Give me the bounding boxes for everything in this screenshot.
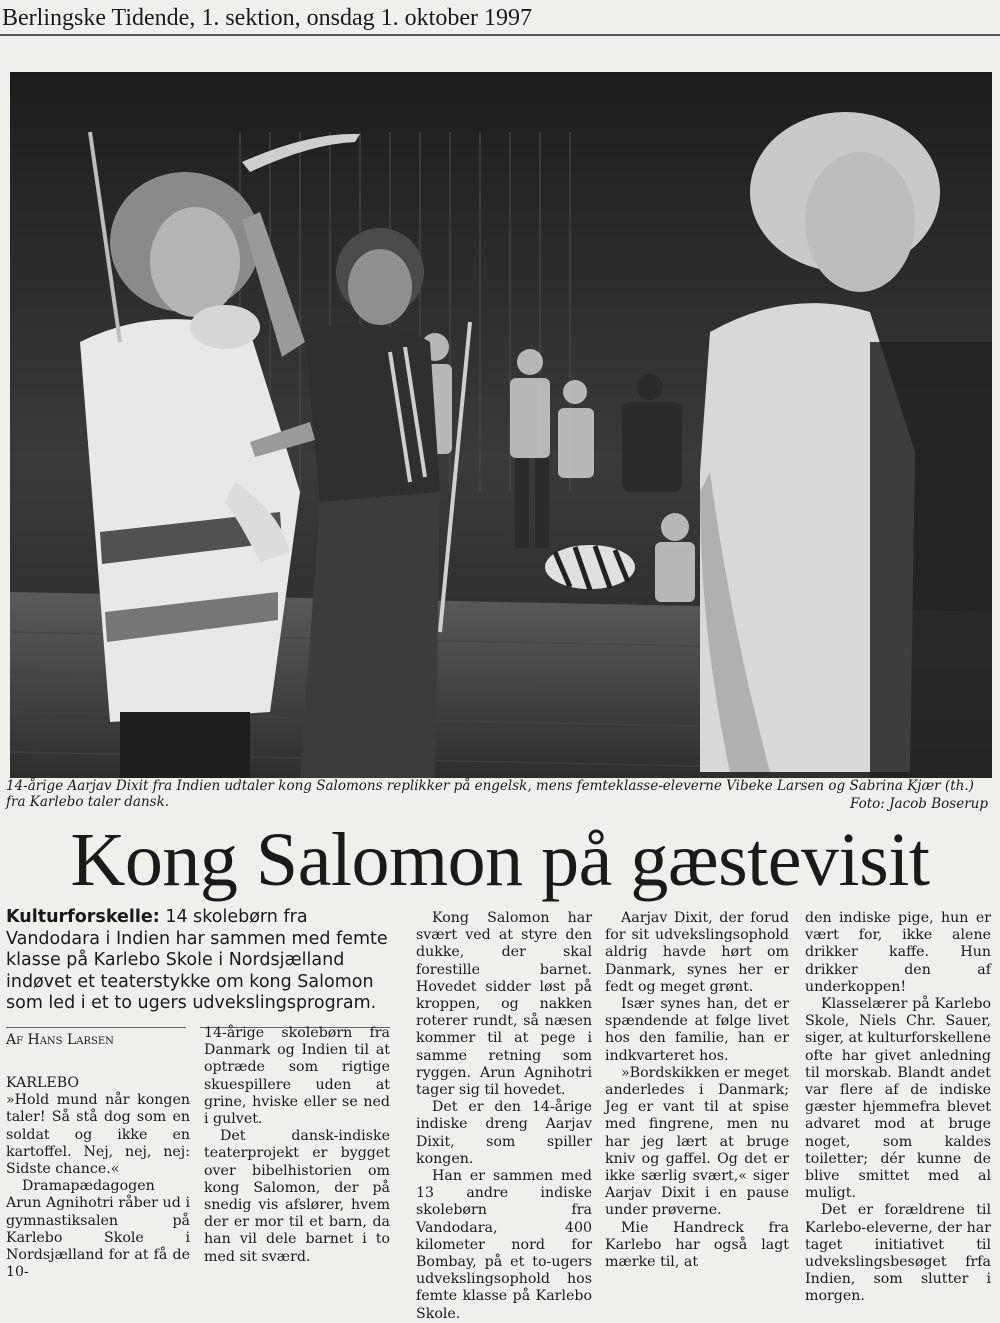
- photo-credit: Foto: Jacob Boserup: [850, 796, 988, 812]
- paragraph: Aarjav Dixit, der forud for sit udvekslingsophold aldrig havde hørt om Danmark, synes her er fedt og meget grønt.: [605, 910, 789, 995]
- byline: Af Hans Larsen: [6, 1032, 114, 1048]
- paragraph: Det er den 14-årige indiske dreng Aarjav Dixit, som spiller kongen.: [416, 1099, 592, 1167]
- paragraph: Mie Handreck fra Karlebo har også lagt mærke til, at: [605, 1219, 789, 1271]
- paragraph: Især synes han, det er spændende at følge livet hos den familie, han er indkvarteret hos.: [605, 996, 789, 1064]
- lead-text: 14 skolebørn fra Vandodara i Indien har sammen med femte klasse på Karlebo Skole i Nordsjælland indøvet et teaterstykke om kong Salomon som led i et to ugers udvekslingsprogram.: [6, 907, 388, 1013]
- paragraph: Klasselærer på Karlebo Skole, Niels Chr. Sauer, siger, at kulturforskellene ofte har givet anledning til morskab. Blandt andet var flere af de indiske gæster hjemmefra blevet advaret mod at bruge noget, som kaldes toiletter; dér kunne de blive smittet med al muligt.: [805, 996, 991, 1202]
- article-photo: [10, 72, 992, 778]
- paragraph: 14-årige skolebørn fra Danmark og Indien til at optræde som rigtige skuespillere uden at grine, hviske eller se ned i gulvet.: [204, 1025, 390, 1128]
- article-lead: [6, 907, 396, 1015]
- paragraph: Dramapædagogen Arun Agnihotri råber ud i gymnastiksalen på Karlebo Skole i Nordsjælland for at få de 10-: [6, 1178, 190, 1281]
- paragraph: Det er forældrene til Karlebo-eleverne, der har taget initiativet til udvekslingsbesøget frfa Indien, som slutter i morgen.: [805, 1202, 991, 1305]
- article-column-5: [805, 910, 991, 1306]
- article-column-2: [204, 1025, 390, 1266]
- article-column-3: [416, 910, 592, 1323]
- article-column-4: [605, 910, 789, 1271]
- newspaper-header: Berlingske Tidende, 1. sektion, onsdag 1. oktober 1997: [2, 5, 532, 31]
- header-rule: [0, 34, 1000, 36]
- paragraph: Det dansk-indiske teaterprojekt er bygget over bibelhistorien om kong Salomon, der på snedig vis afslører, hvem der er mor til et barn, da han vil dele barnet i to med sit sværd.: [204, 1128, 390, 1265]
- photo-caption: 14-årige Aarjav Dixit fra Indien udtaler kong Salomons replikker på engelsk, mens femteklasse-eleverne Vibeke Larsen og Sabrina Kjær (th.) fra Karlebo taler dansk.: [6, 778, 974, 810]
- paragraph: Kong Salomon har svært ved at styre den dukke, der skal forestille barnet. Hovedet sidder løst på kroppen, og nakken roterer rundt, så næsen kommer til at pege i samme retning som ryggen. Arun Agnihotri tager sig til hovedet.: [416, 910, 592, 1099]
- article-column-1: [6, 1075, 190, 1281]
- paragraph: den indiske pige, hun er vært for, ikke alene drikker kaffe. Hun drikker den af underkoppen!: [805, 910, 991, 995]
- paragraph: Han er sammen med 13 andre indiske skolebørn fra Vandodara, 400 kilometer nord for Bombay, på et to-ugers udvekslingsophold hos femte klasse på Karlebo Skole.: [416, 1168, 592, 1322]
- photo-illustration: [10, 72, 992, 778]
- paragraph: »Bordskikken er meget anderledes i Danmark; Jeg er vant til at spise med fingrene, men nu har jeg lært at bruge kniv og gaffel. Og det er ikke særlig svært,« siger Aarjav Dixit i en pause under prøverne.: [605, 1064, 789, 1219]
- byline-rule: [6, 1027, 186, 1028]
- dateline: KARLEBO: [6, 1075, 80, 1091]
- paragraph: »Hold mund når kongen taler! Så stå dog som en soldat og ikke en kartoffel. Nej, nej, nej: Sidste chance.«: [6, 1092, 190, 1178]
- lead-label: Kulturforskelle:: [6, 907, 160, 927]
- article-headline: Kong Salomon på gæstevisit: [70, 818, 930, 902]
